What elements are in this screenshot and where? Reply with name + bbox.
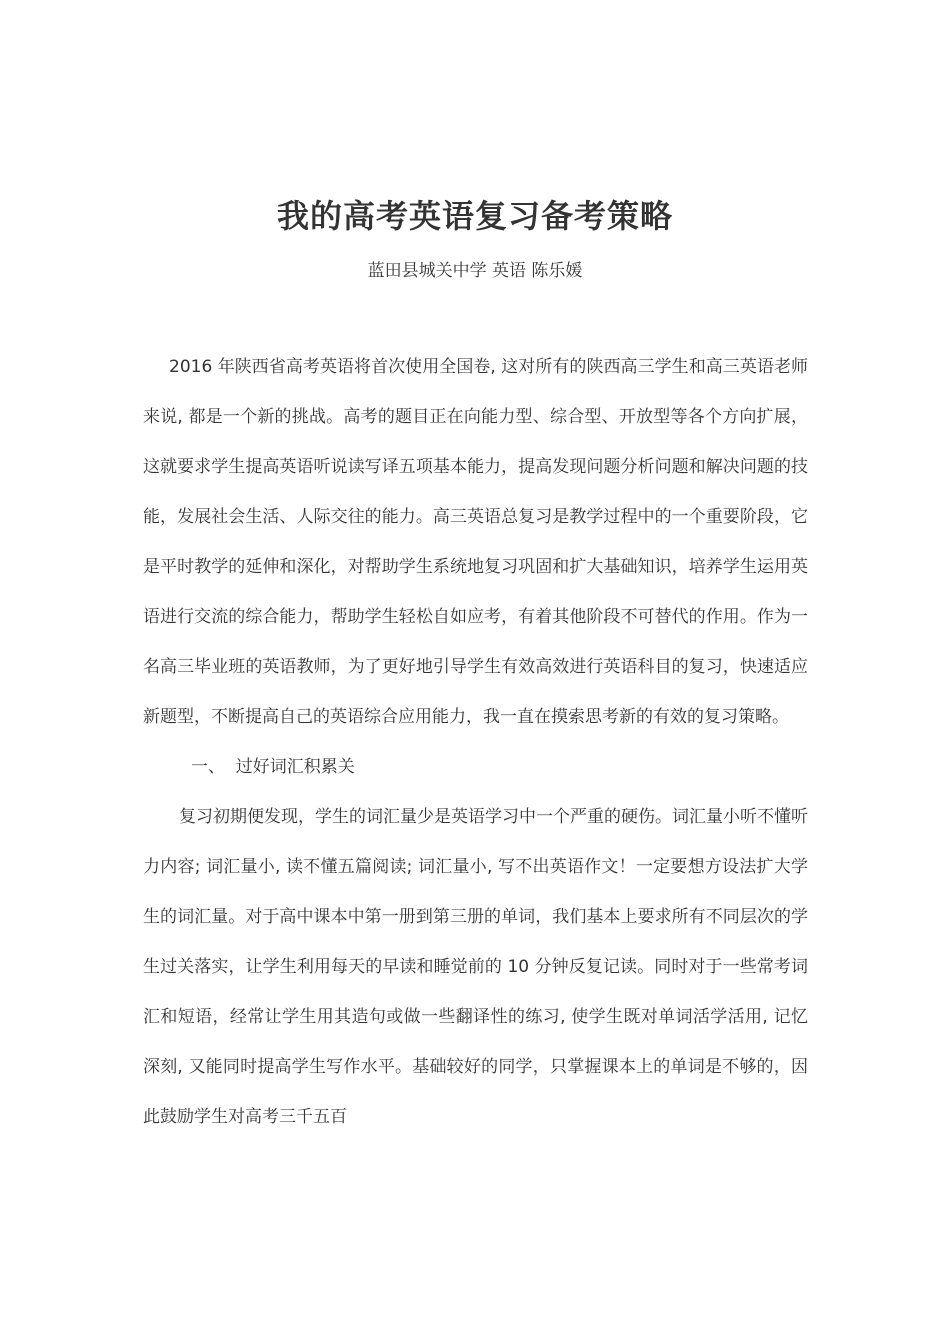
body-paragraph: 复习初期便发现，学生的词汇量少是英语学习中一个严重的硬伤。词汇量小听不懂听力内容; 词汇量小, 读不懂五篇阅读; 词汇量小, 写不出英语作文！一定要想方设法扩大学生的词汇量。对于高中课本中第一册到第三册的单词，我们基本上要求所有不同层次的学生过关落实，让学生利用每天的早读和睡觉前的 10 分钟反复记读。同时对于一些常考词汇和短语，经常让学生用其造句或做一些翻译性的练习, 使学生既对单词活学活用, 记忆深刻, 又能同时提高学生写作水平。基础较好的同学，只掌握课本上的单词是不够的，因此鼓励学生对高考三千五百 bbox=[143, 807, 808, 1127]
document-author-line: 蓝田县城关中学 英语 陈乐媛 bbox=[367, 261, 583, 281]
document-title: 我的高考英语复习备考策略 bbox=[276, 197, 673, 235]
body-paragraph: 2016 年陕西省高考英语将首次使用全国卷, 这对所有的陕西高三学生和高三英语老师来说, 都是一个新的挑战。高考的题目正在向能力型、综合型、开放型等各个方向扩展，这就要求学生提高英语听说读写译五项基本能力，提高发现问题分析问题和解决问题的技能，发展社会生活、人际交往的能力。高三英语总复习是教学过程中的一个重要阶段，它是平时教学的延伸和深化，对帮助学生系统地复习巩固和扩大基础知识，培养学生运用英语进行交流的综合能力，帮助学生轻松自如应考，有着其他阶段不可替代的作用。作为一名高三毕业班的英语教师，为了更好地引导学生有效高效进行英语科目的复习，快速适应新题型，不断提高自己的英语综合应用能力，我一直在摸索思考新的有效的复习策略。 bbox=[143, 357, 808, 727]
document-body bbox=[143, 342, 808, 1142]
section-heading: 一、 过好词汇积累关 bbox=[191, 757, 355, 777]
